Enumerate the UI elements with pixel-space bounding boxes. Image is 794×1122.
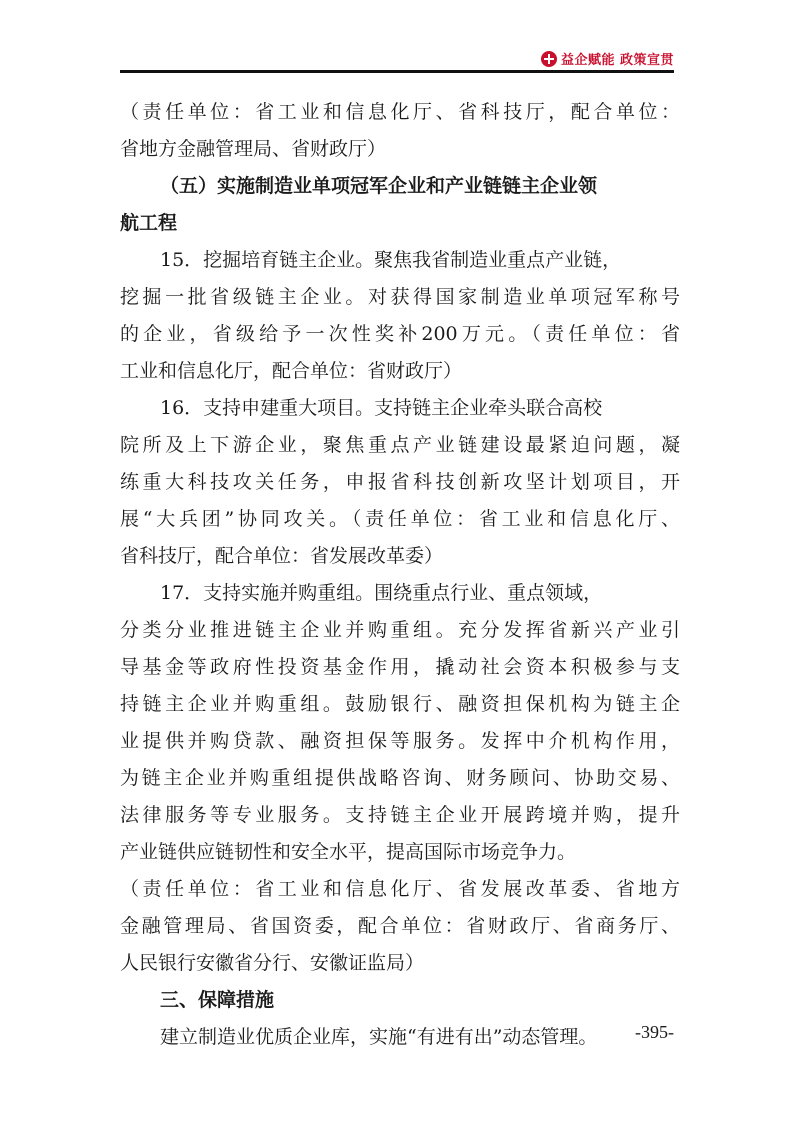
text-line: 持链主企业并购重组。鼓励银行、融资担保机构为链主企 <box>120 693 680 715</box>
text-line: 练重大科技攻关任务，申报省科技创新攻坚计划项目，开 <box>120 471 680 493</box>
section-heading: （五）实施制造业单项冠军企业和产业链链主企业领 <box>160 175 598 197</box>
text-line: 人民银行安徽省分行、安徽证监局） <box>120 952 425 974</box>
text-line: 省科技厅，配合单位：省发展改革委） <box>120 545 444 567</box>
text-line: （责任单位：省工业和信息化厅、省发展改革委、省地方 <box>120 878 680 900</box>
text-line: 展“大兵团”协同攻关。（责任单位：省工业和信息化厅、 <box>120 508 680 530</box>
brand-text: 益企赋能 政策宣贯 <box>560 53 674 68</box>
document-body <box>120 94 680 1056</box>
header-divider <box>120 70 674 73</box>
text-line: 17．支持实施并购重组。围绕重点行业、重点领域， <box>160 582 603 604</box>
brand-logo-icon <box>541 51 557 67</box>
text-line: 分类分业推进链主企业并购重组。充分发挥省新兴产业引 <box>120 619 680 641</box>
brand-banner <box>541 49 674 68</box>
page-number: -395- <box>635 1022 674 1042</box>
section-heading: 航工程 <box>120 212 178 234</box>
text-line: 产业链供应链韧性和安全水平，提高国际市场竞争力。 <box>120 841 577 863</box>
text-line: 的企业，省级给予一次性奖补200万元。（责任单位：省 <box>120 323 680 345</box>
text-line: 业提供并购贷款、融资担保等服务。发挥中介机构作用， <box>120 730 680 752</box>
text-line: 法律服务等专业服务。支持链主企业开展跨境并购，提升 <box>120 804 680 826</box>
text-line: （责任单位：省工业和信息化厅、省科技厅，配合单位： <box>120 101 680 123</box>
text-line: 16．支持申建重大项目。支持链主企业牵头联合高校 <box>160 397 603 419</box>
text-line: 院所及上下游企业，聚焦重点产业链建设最紧迫问题，凝 <box>120 434 680 456</box>
text-line: 建立制造业优质企业库，实施“有进有出”动态管理。 <box>160 1026 598 1048</box>
text-line: 为链主企业并购重组提供战略咨询、财务顾问、协助交易、 <box>120 767 680 789</box>
text-line: 15．挖掘培育链主企业。聚焦我省制造业重点产业链， <box>160 249 622 271</box>
section-heading: 三、保障措施 <box>160 989 275 1011</box>
text-line: 挖掘一批省级链主企业。对获得国家制造业单项冠军称号 <box>120 286 680 308</box>
text-line: 工业和信息化厅，配合单位：省财政厅） <box>120 360 463 382</box>
page-header <box>0 0 794 80</box>
text-line: 省地方金融管理局、省财政厅） <box>120 138 387 160</box>
text-line: 金融管理局、省国资委，配合单位：省财政厅、省商务厅、 <box>120 915 680 937</box>
text-line: 导基金等政府性投资基金作用，撬动社会资本积极参与支 <box>120 656 680 678</box>
